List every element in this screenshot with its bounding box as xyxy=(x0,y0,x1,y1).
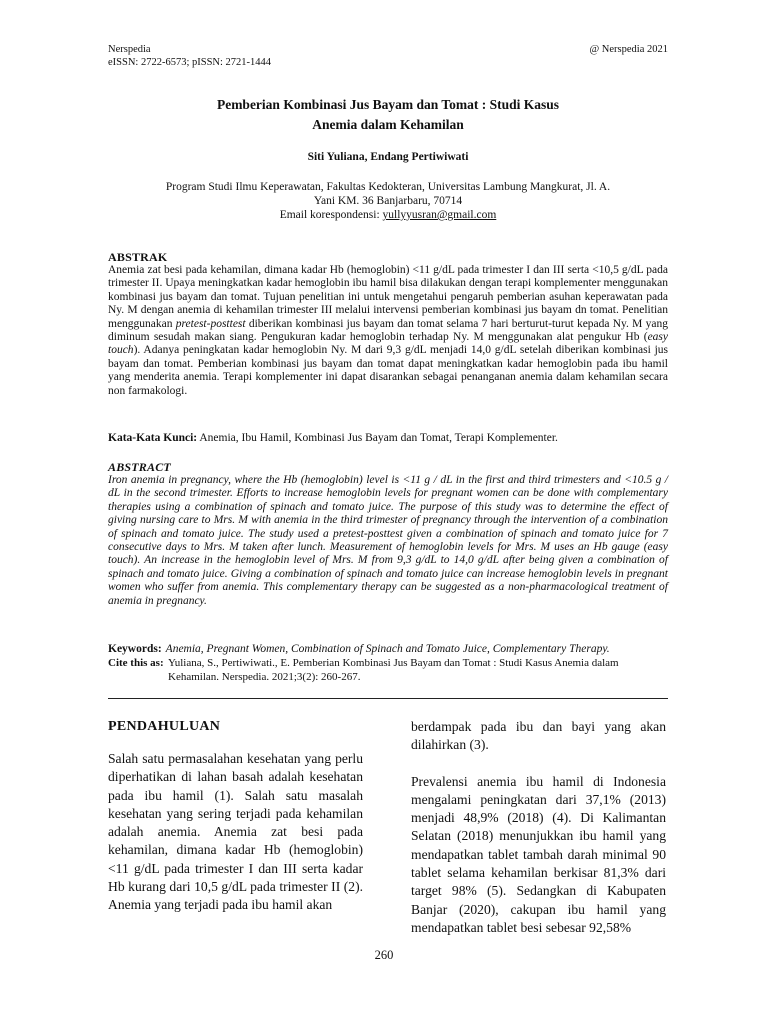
abstrak-text-part-3: ). Adanya peningkatan kadar hemoglobin Ny. M dari 9,3 g/dL menjadi 14,0 g/dL setelah diberikan kombinasi jus bayam dan tomat. Pemberian kombinasi jus bayam dan tomat dapat meningkatkan kadar hemoglobin pada ibu hamil yang menderita anemia. Terapi komplementer ini dapat disarankan sebagai penanganan anemia dalam kehamilan secara non farmakologi. xyxy=(108,344,668,397)
abstrak-italic-term-2: easy touch xyxy=(108,331,668,357)
keywords-text: Anemia, Pregnant Women, Combination of Spinach and Tomato Juice, Complementary Therapy. xyxy=(165,643,610,655)
paper-title-line-1: Pemberian Kombinasi Jus Bayam dan Tomat : Studi Kasus xyxy=(216,97,560,112)
affiliation-line-2: Yani KM. 36 Banjarbaru, 70714 xyxy=(313,195,463,207)
kata-kunci-text: Anemia, Ibu Hamil, Kombinasi Jus Bayam dan Tomat, Terapi Komplementer. xyxy=(197,432,558,444)
citation-text: Yuliana, S., Pertiwiwati., E. Pemberian Kombinasi Jus Bayam dan Tomat : Studi Kasus Anemia dalam Kehamilan. Nerspedia. 2021;3(2): 260-267. xyxy=(168,657,619,684)
journal-name: Nerspedia xyxy=(108,44,151,55)
author-list: Siti Yuliana, Endang Pertiwiwati xyxy=(307,151,469,163)
page-number: 260 xyxy=(374,948,394,962)
kata-kunci-label: Kata-Kata Kunci: xyxy=(108,432,198,444)
abstrak-heading: ABSTRAK xyxy=(108,250,168,264)
abstract-section xyxy=(108,460,668,608)
introduction-paragraph-2: Prevalensi anemia ibu hamil di Indonesia mengalami peningkatan dari 37,1% (2013) menjadi 48,9% (2018) (4). Di Kalimantan Selatan (2018) menunjukkan ibu hamil yang mendapatkan tablet tambah darah minimal 90 tablet selama kehamilan berkisar 81,3% dari target 98% (5). Sedangkan di Kabupaten Banjar (2020), cakupan ibu hamil yang mendapatkan tablet besi sebesar 92,58% xyxy=(411,773,666,935)
journal-issn: eISSN: 2722-6573; pISSN: 2721-1444 xyxy=(108,57,272,68)
copyright-notice: @ Nerspedia 2021 xyxy=(589,44,668,55)
abstrak-text xyxy=(108,264,668,398)
citation-row xyxy=(108,656,668,684)
introduction-paragraph-1: Salah satu permasalahan kesehatan yang perlu diperhatikan di lahan basah adalah kesehatan pada ibu hamil (1). Salah satu masalah kesehatan yang sering terjadi pada kehamilan adalah anemia. Anemia zat besi pada kehamilan, dimana kadar Hb (hemoglobin) <11 g/dL pada trimester I dan III serta kadar Hb kurang dari 10,5 g/dL pada trimester II (2). Anemia yang terjadi pada ibu hamil akan xyxy=(108,751,363,913)
abstrak-text-part-2: diberikan kombinasi jus bayam dan tomat selama 7 hari berturut-turut kepada Ny. M yang diminum sesudah makan siang. Pengukuran kadar hemoglobin terhadap Ny. M menggunakan alat pengukur Hb ( xyxy=(108,317,668,344)
introduction-paragraph-1-continued: berdampak pada ibu dan bayi yang akan dilahirkan (3). xyxy=(411,719,666,753)
correspondence-email-link[interactable]: yullyyusran@gmail.com xyxy=(382,209,497,221)
correspondence xyxy=(108,208,668,222)
keywords-row xyxy=(108,643,668,656)
introduction-heading: PENDAHULUAN xyxy=(108,719,221,734)
affiliation-line-1: Program Studi Ilmu Keperawatan, Fakultas Kedokteran, Universitas Lambung Mangkurat, Jl. A. xyxy=(165,181,611,193)
abstrak-text-part-1: Anemia zat besi pada kehamilan, dimana kadar Hb (hemoglobin) <11 g/dL pada trimester I dan III serta <10,5 g/dL pada trimester II. Upaya meningkatkan kadar hemoglobin ibu hamil bisa dilakukan dengan terapi komplementer menggunakan kombinasi jus bayam dan tomat. Tujuan penelitian ini untuk mengetahui pengaruh pemberian asuhan keperawatan pada Ny. M dengan anemia di kehamilan trimester III melalui intervensi pemberian kombinasi jus bayam dn tomat. Penelitian menggunakan xyxy=(108,264,668,330)
section-divider xyxy=(108,698,668,699)
abstract-text: Iron anemia in pregnancy, where the Hb (hemoglobin) level is <11 g / dL in the first and third trimesters and <10.5 g / dL in the second trimester. Efforts to increase hemoglobin levels for pregnant women can be done with complementary therapies using a combination of spinach and tomato juice. The purpose of this study was to determine the effect of giving nursing care to Mrs. M with anemia in the third trimester of pregnancy through the intervention of a combination of spinach and tomato juice. The study used a pretest-posttest given a combination of spinach and tomato juice for 7 consecutive days to Mrs. M taken after lunch. Measurement of hemoglobin levels for Mrs. M uses an Hb gauge (easy touch). An increase in the hemoglobin level of Mrs. M from 9,3 g/dL to 14,0 g/dL after being given a combination of spinach and tomato juice. Giving a combination of spinach and tomato juice can increase hemoglobin levels in pregnant women who suffer from anemia. This complementary therapy can be suggested as a non-pharmacological treatment of anemia in pregnancy. xyxy=(108,474,668,607)
keywords-label: Keywords: xyxy=(108,643,162,655)
abstrak-italic-term-1: pretest-posttest xyxy=(175,317,246,330)
paper-title xyxy=(108,95,668,135)
body-column-left xyxy=(108,718,363,915)
kata-kunci xyxy=(108,432,668,445)
abstract-heading: ABSTRACT xyxy=(108,460,171,474)
abstrak-section xyxy=(108,250,668,398)
citation-label: Cite this as: xyxy=(108,657,164,670)
keywords-block xyxy=(108,643,668,684)
affiliation xyxy=(108,180,668,222)
body-column-right xyxy=(411,718,666,937)
correspondence-label: Email korespondensi: xyxy=(279,209,383,221)
journal-header xyxy=(108,43,271,69)
paper-title-line-2: Anemia dalam Kehamilan xyxy=(312,117,464,132)
